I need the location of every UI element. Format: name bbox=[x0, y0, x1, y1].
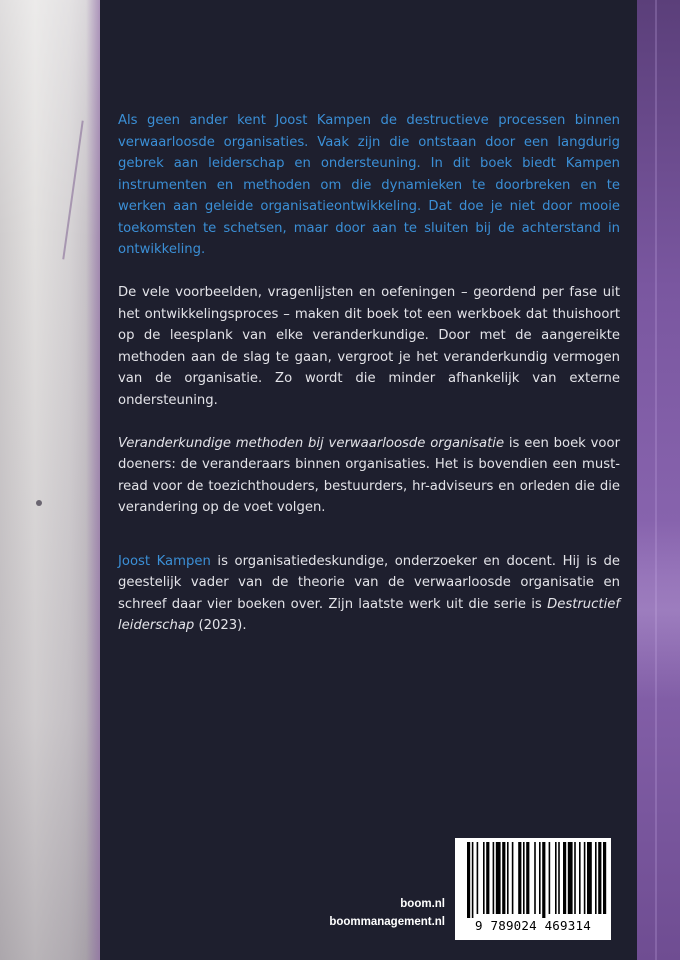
barcode-bar bbox=[542, 842, 545, 918]
barcode-bar bbox=[507, 842, 509, 914]
barcode-bar bbox=[574, 842, 576, 914]
barcode-bar bbox=[477, 842, 479, 914]
barcode-bar bbox=[512, 842, 514, 914]
barcode-bar bbox=[595, 842, 597, 914]
barcode-bar bbox=[496, 842, 501, 914]
website-boom[interactable]: boom.nl bbox=[400, 898, 445, 910]
barcode-bar bbox=[483, 842, 485, 914]
isbn-number: 9 789024 469314 bbox=[475, 918, 591, 933]
author-bio-text: is organisatiedeskundige, onderzoeker en docent. Hij is de geestelijk vader van de theorie van de verwaarloosde organisatie en schreef daar vier boeken over. Zijn laatste werk uit die serie is bbox=[118, 553, 620, 612]
isbn-barcode bbox=[455, 838, 611, 940]
barcode-bar bbox=[518, 842, 521, 914]
barcode-bar bbox=[598, 842, 601, 914]
cover-photo-right-edge bbox=[637, 0, 680, 960]
barcode-bar bbox=[472, 842, 474, 918]
barcode-bar bbox=[549, 842, 551, 914]
back-cover-text bbox=[118, 110, 620, 637]
barcode-bar bbox=[579, 842, 581, 914]
barcode-bar bbox=[587, 842, 592, 914]
barcode-bar bbox=[467, 842, 470, 918]
barcode-bar bbox=[563, 842, 566, 914]
previous-book-year: (2023). bbox=[194, 618, 247, 633]
barcode-bar bbox=[584, 842, 586, 914]
barcode-bar bbox=[523, 842, 525, 914]
cover-photo-left-edge bbox=[0, 0, 100, 960]
barcode-bar bbox=[486, 842, 489, 914]
description-paragraph: De vele voorbeelden, vragenlijsten en oefeningen – geordend per fase uit het ontwikkelingsproces – maken dit boek tot een werkboek dat thuishoort op de leesplank van elke veranderkundige. Door met de aangereikte methoden aan de slag te gaan, vergroot je het veranderkundig vermogen van de organisatie. Zo wordt die minder afhankelijk van externe ondersteuning. bbox=[118, 285, 620, 408]
publisher-websites bbox=[300, 895, 445, 931]
barcode-bar bbox=[539, 842, 541, 914]
barcode-bar bbox=[534, 842, 536, 914]
audience-paragraph bbox=[118, 433, 620, 519]
audience-text: is een boek voor doeners: de veranderaars binnen organisaties. Het is bovendien een must-read voor de toezichthouders, bestuurders, hr-adviseurs en orleden die die verandering op de voet volgen. bbox=[118, 435, 620, 515]
website-boommanagement[interactable]: boommanagement.nl bbox=[329, 916, 445, 928]
previous-book-title: Destructief leiderschap bbox=[118, 596, 620, 633]
barcode-bar bbox=[526, 842, 529, 914]
photo-edge-glow bbox=[86, 0, 100, 960]
barcode-bar bbox=[603, 842, 606, 914]
barcode-bar bbox=[568, 842, 573, 914]
intro-paragraph: Als geen ander kent Joost Kampen de destructieve processen binnen verwaarloosde organisaties. Vaak zijn die ontstaan door een langdurig gebrek aan leiderschap en ondersteuning. In dit boek biedt Kampen instrumenten en methoden om die dynamieken te doorbreken en te werken aan geleide organisatieontwikkeling. Dat doe je niet door mooie toekomsten te schetsen, maar door aan te sluiten bij de achterstand in ontwikkeling. bbox=[118, 113, 620, 257]
book-title-italic: Veranderkundige methoden bij verwaarloosde organisatie bbox=[118, 435, 505, 451]
author-name: Joost Kampen bbox=[118, 553, 211, 569]
photo-vertical-line bbox=[655, 0, 657, 960]
barcode-bar bbox=[493, 842, 495, 914]
barcode-bars bbox=[455, 838, 611, 918]
barcode-bar bbox=[555, 842, 557, 914]
author-bio bbox=[118, 551, 620, 637]
barcode-bar bbox=[558, 842, 560, 914]
photo-light-glow bbox=[637, 520, 680, 700]
barcode-bar bbox=[502, 842, 505, 914]
photo-shade bbox=[0, 0, 100, 960]
photo-wall-mark bbox=[36, 500, 42, 506]
